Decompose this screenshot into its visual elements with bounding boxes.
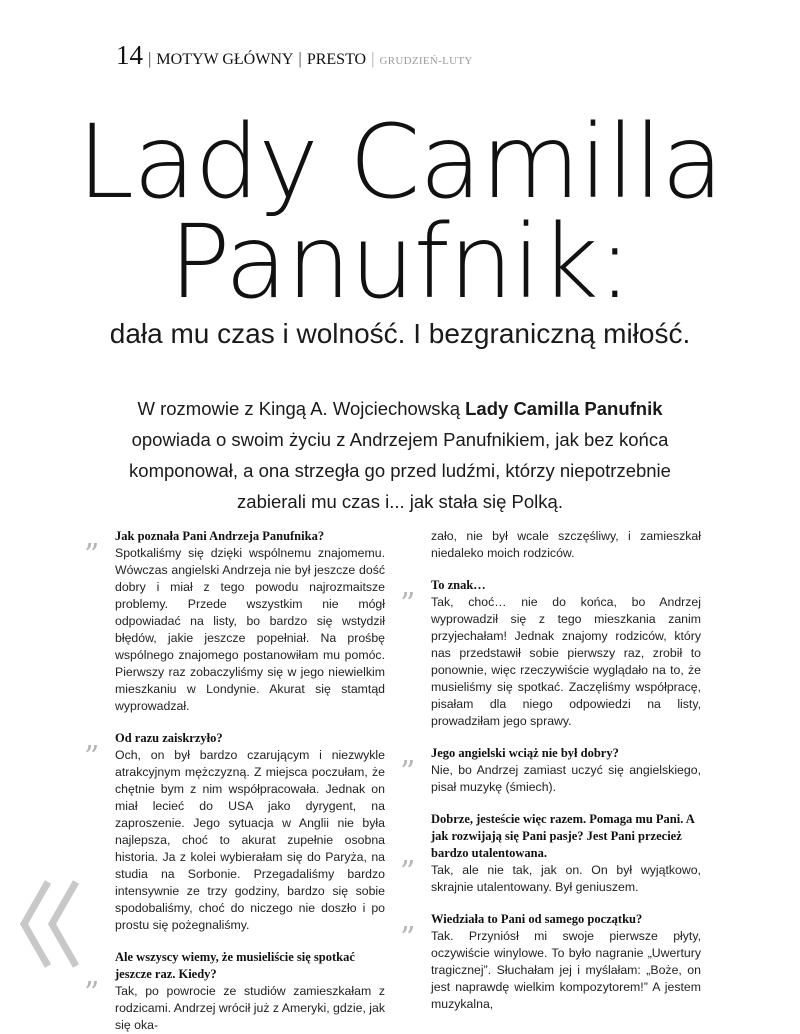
answer-text: Tak, po powrocie ze studiów zamieszkałam z rodzicami. Andrzej wrócił już z Ameryki, gdzie, jak się oka- bbox=[115, 984, 385, 1032]
interview-question: Jak poznała Pani Andrzeja Panufnika? bbox=[115, 529, 325, 543]
interview-question: Wiedziała to Pani od samego początku? bbox=[431, 912, 643, 926]
magazine-name: PRESTO bbox=[306, 51, 367, 68]
quote-icon: ” bbox=[84, 740, 96, 775]
right-column bbox=[400, 528, 701, 1013]
lead-text-after: opowiada o swoim życiu z Andrzejem Panufnikiem, jak bez końca komponował, a ona strzegła go przed ludźmi, którzy niepotrzebnie zabierali mu czas i... jak stała się Polką. bbox=[129, 429, 671, 512]
issue-date: GRUDZIEŃ-LUTY bbox=[379, 55, 473, 67]
interview-answer bbox=[400, 755, 701, 796]
article-subtitle: dała mu czas i wolność. I bezgraniczną miłość. bbox=[109, 318, 691, 349]
header-divider: | bbox=[148, 49, 152, 68]
answer-text: Och, on był bardzo czarującym i niezwykle atrakcyjnym mężczyzną. Z miejsca poczułam, że chętnie bym z nim współpracowała. Jednak on miał lecieć do USA jako dyrygent, na zaproszenie. Jego sytuacja w Anglii nie była najlepsza, choć to akurat zupełnie osobna historia. Ja z kolei wybierałam się do Paryża, na studia na Sorbonie. Przegadaliśmy bardzo intensywnie ze trzy godziny, bardzo się sobie spodobaliśmy, choć do niczego nie doszło i po prostu się pożegnaliśmy. bbox=[115, 748, 385, 932]
interview-question: Ale wszyscy wiemy, że musieliście się spotkać jeszcze raz. Kiedy? bbox=[115, 950, 355, 981]
article-title-line-2: Panufnik: bbox=[168, 203, 632, 322]
interview-answer bbox=[84, 976, 385, 1034]
interview-answer bbox=[400, 587, 701, 730]
interview-question: To znak… bbox=[431, 578, 486, 592]
interview-answer bbox=[84, 740, 385, 934]
left-column bbox=[84, 528, 385, 1034]
interview-answer bbox=[84, 538, 385, 715]
section-name: MOTYW GŁÓWNY bbox=[156, 51, 294, 68]
lead-person-name: Lady Camilla Panufnik bbox=[465, 398, 663, 419]
header-divider: | bbox=[371, 49, 375, 68]
quote-icon: ” bbox=[84, 538, 96, 573]
quote-icon: ” bbox=[400, 855, 412, 890]
page-number: 14 bbox=[116, 40, 143, 70]
answer-text: Tak, choć… nie do końca, bo Andrzej wyprowadził się z tego mieszkania zanim przyjechałam! Jednak znajomy rodziców, który nas przedstawił sobie pierwszy raz, zrobił to ponownie, więc rzeczywiście wyglądało na to, że musieliśmy się spotkać. Zaczęliśmy współpracę, pisałam dla niego odpowiedzi na listy, prowadziłam jego sprawy. bbox=[431, 595, 701, 728]
interview-answer bbox=[400, 921, 701, 1013]
double-chevron-left-icon bbox=[18, 878, 84, 970]
answer-text: Tak. Przyniósł mi swoje pierwsze płyty, oczywiście winylowe. To było nagranie „Uwertury tragicznej”. Słuchałam jej i myślałam: „Boże, on jest naprawdę wielkim kompozytorem!” A jestem muzykalna, bbox=[431, 929, 701, 1011]
quote-icon: ” bbox=[400, 587, 412, 622]
interview-question: Dobrze, jesteście więc razem. Pomaga mu Pani. A jak rozwijają się Pani pasje? Jest Pani przecież bardzo utalentowana. bbox=[431, 812, 695, 860]
interview-question: Jego angielski wciąż nie był dobry? bbox=[431, 746, 619, 760]
lead-paragraph bbox=[100, 393, 700, 517]
answer-text: Nie, bo Andrzej zamiast uczyć się angielskiego, pisał muzykę (śmiech). bbox=[431, 763, 701, 794]
lead-text-before: W rozmowie z Kingą A. Wojciechowską bbox=[137, 398, 466, 419]
answer-text: Spotkaliśmy się dzięki wspólnemu znajomemu. Wówczas angielski Andrzeja nie był jeszcze dość dobry i miał z tego powodu najrozmaitsze problemy. Przede wszystkim nie mógł odpowiadać na listy, bo bardzo się wstydził błędów, jakie jeszcze popełniał. Na prośbę wspólnego znajomego postanowiłam mu pomóc. Pierwszy raz zobaczyliśmy się w jego niewielkim mieszkaniu w Londynie. Akurat się stamtąd wyprowadzał. bbox=[115, 546, 385, 713]
interview-answer bbox=[400, 855, 701, 896]
article-title-line-1: Lady Camilla bbox=[77, 103, 723, 222]
answer-continuation: zało, nie był wcale szczęśliwy, i zamieszkał niedaleko moich rodziców. bbox=[431, 529, 701, 560]
quote-icon: ” bbox=[400, 755, 412, 790]
quote-icon: ” bbox=[84, 976, 96, 1011]
header-divider: | bbox=[298, 49, 302, 68]
quote-icon: ” bbox=[400, 921, 412, 956]
running-header bbox=[116, 40, 473, 71]
interview-question: Od razu zaiskrzyło? bbox=[115, 731, 223, 745]
answer-text: Tak, ale nie tak, jak on. On był wyjątkowo, skrajnie utalentowany. Był geniuszem. bbox=[431, 863, 701, 894]
